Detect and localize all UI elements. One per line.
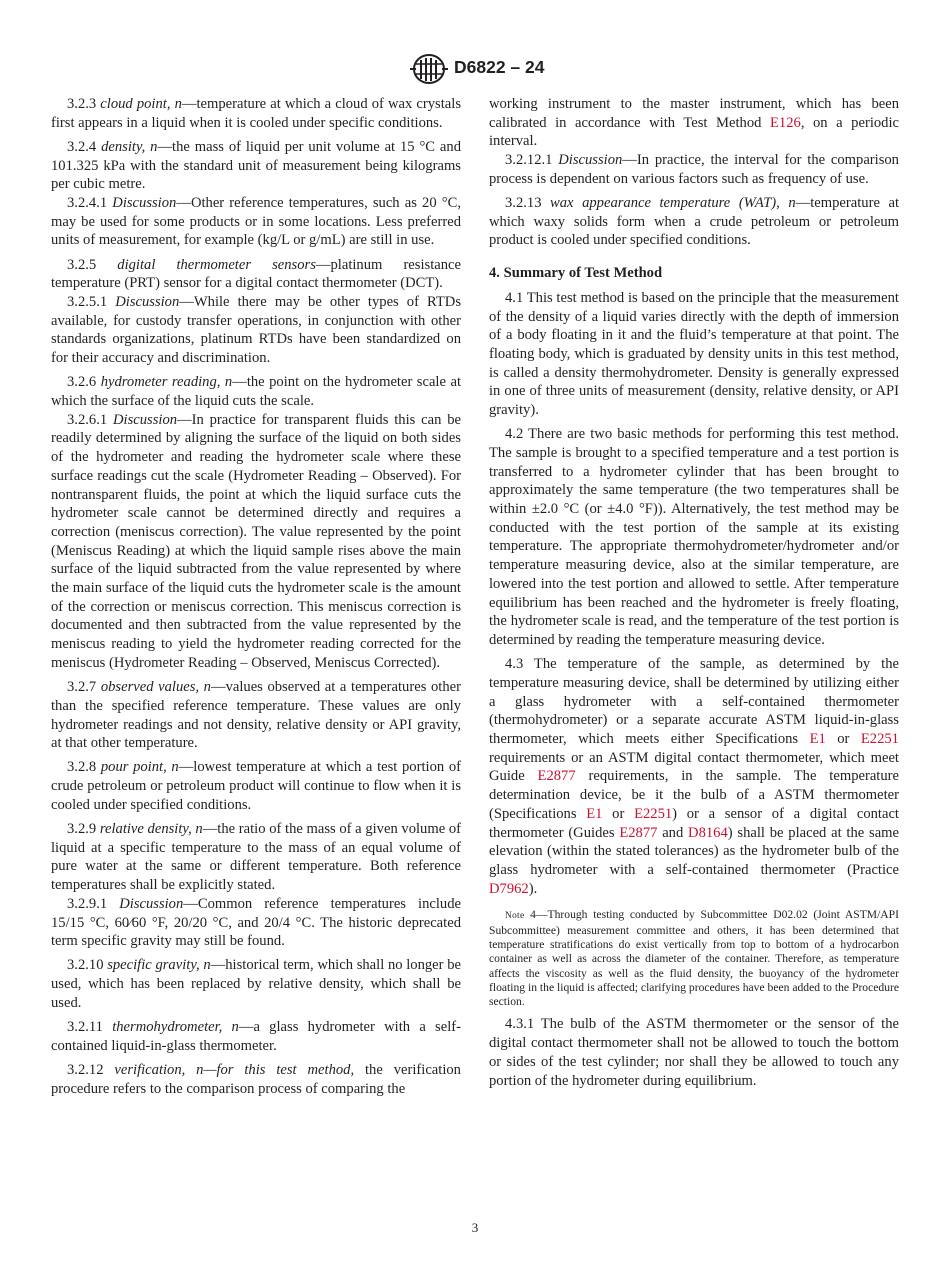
paragraph-3-2-9-1: 3.2.9.1 Discussion—Common reference temperatures include 15/15 °C, 60⁄60 °F, 20/20 °C, and 20/4 °C. The historic deprecated term specific gravity may still be found. [51,895,461,950]
page-header [0,54,950,86]
ref-e2877[interactable]: E2877 [537,768,576,785]
paragraph-3-2-12-continued: working instrument to the master instrument, which has been calibrated in accordance with Test Method E126, on a periodic interval. [489,96,900,150]
paragraph-4-3: 4.3 The temperature of the sample, as determined by the temperature measuring device, shall be determined by utilizing either a glass hydrometer with a self-contained thermometer (thermohydrometer) or a separate accurate ASTM liquid-in-glass thermometer, which meets either Specifications E1 or E2251 requirements or an ASTM digital contact thermometer, which meet Guide E2877 requirements, in the sample. The temperature determination device, be it the bulb of a ASTM thermometer (Specifications E1 or E2251) or a sensor of a digital contact thermometer (Guides E2877 and D8164) shall be placed at the same elevation (within the stated tolerances) as the hydrometer bulb of the glass hydrometer with a self-contained thermometer (Practice D7962). [489,656,900,897]
ref-e1[interactable]: E1 [809,731,826,747]
astm-logo [410,54,448,84]
paragraph-4-3-1: 4.3.1 The bulb of the ASTM thermometer or the sensor of the digital contact thermometer shall not be allowed to touch the bottom or sides of the test cylinder; nor shall they be allowed to touch any portion of the hydrometer during equilibrium. [489,1016,899,1089]
document-id: D6822 – 24 [454,57,545,77]
paragraph-3-2-13: 3.2.13 wax appearance temperature (WAT), n—temperature at which waxy solids form when a crude petroleum or petroleum product is cooled under specified conditions. [489,195,899,249]
paragraph-3-2-9: 3.2.9 relative density, n—the ratio of the mass of a given volume of liquid at a specific temperature to the mass of an equal volume of pure water at the same or different temperature. Both reference temperatures shall be explicitly stated. [51,821,461,894]
paragraph-3-2-7: 3.2.7 observed values, n—values observed at a temperatures other than the specified reference temperature. These values are only hydrometer readings and not density, relative density or API gravity, at that other temperature. [51,679,461,752]
ref-e2877[interactable]: E2877 [619,824,658,841]
paragraph-3-2-11: 3.2.11 thermohydrometer, n—a glass hydrometer with a self-contained liquid-in-glass thermometer. [51,1019,461,1054]
paragraph-3-2-10: 3.2.10 specific gravity, n—historical term, which shall no longer be used, which has been replaced by relative density, which shall be used. [51,957,461,1011]
paragraph-3-2-4: 3.2.4 density, n—the mass of liquid per unit volume at 15 °C and 101.325 kPa with the standard unit of measurement being kilograms per cubic metre. [51,138,461,193]
note-label: Note [505,911,525,922]
paragraph-3-2-5-1: 3.2.5.1 Discussion—While there may be other types of RTDs available, for custody transfer operations, in conjunction with other standards organizations, platinum RTDs have been standardized on for their accuracy and discrimination. [51,294,462,367]
note-4: Note 4—Through testing conducted by Subcommittee D02.02 (Joint ASTM/API Subcommittee) measurement committee and others, it has been determined that temperature stratifications do exist vertically from top to bottom of a hydrocarbon container as well as across the diameter of the container. Therefore, as temperature affects the viscosity as well as the fluid density, the buoyancy of the hydrometer floating in the liquid is affected; clarifying procedures have been added to the Procedure section. [489,908,899,1009]
paragraph-3-2-6: 3.2.6 hydrometer reading, n—the point on the hydrometer scale at which the surface of the liquid cuts the scale. [51,374,461,410]
paragraph-3-2-5: 3.2.5 digital thermometer sensors—platinum resistance temperature (PRT) sensor for a digital contact thermometer (DCT). [51,256,461,292]
ref-e2251[interactable]: E2251 [634,805,673,822]
paragraph-3-2-8: 3.2.8 pour point, n—lowest temperature at which a test portion of crude petroleum or petroleum product will continue to flow when it is cooled under specified conditions. [51,759,461,813]
paragraph-3-2-4-1: 3.2.4.1 Discussion—Other reference temperatures, such as 20 °C, may be used for some products or in some locations. Less preferred units of measurement, for example (kg/L or g/mL) are still in use. [51,195,461,249]
paragraph-3-2-6-1: 3.2.6.1 Discussion—In practice for transparent fluids this can be readily determined by aligning the surface of the liquid on both sides of the hydrometer and reading the hydrometer scale where these surface readings cut the scale (Hydrometer Reading – Observed). For nontransparent fluids, the point at which the liquid surface cuts the hydrometer scale cannot be determined directly and requires a correction (meniscus correction). The value represented by the point (Meniscus Reading) at which the liquid sample rises above the main surface of the liquid subtracted from the value represented by where the main surface of the liquid cuts the hydrometer scale is the amount of the correction or meniscus correction. This meniscus correction is documented and then subtracted from the value represented by the meniscus reading to yield the hydrometer reading corrected for the meniscus (Hydrometer Reading – Observed, Meniscus Corrected). [51,411,461,671]
left-column [51,95,461,1104]
section-4-heading: 4. Summary of Test Method [489,265,663,282]
paragraph-4-2: 4.2 There are two basic methods for performing this test method. The sample is brought to a specified temperature and a test portion is transferred to a hydrometer cylinder that has been brought to approximately the same temperature (the two temperatures shall be within ±2.0 °C (or ±4.0 °F)). Alternatively, the test method may be conducted with the test portion of the sample at its existing temperature. The appropriate thermohydrometer/hydrometer and/or temperature measuring device, also at the similar temperature, are lowered into the test portion and allowed to settle. After temperature equilibrium has been reached and the hydrometer is freely floating, the hydrometer scale is read, and the temperature of the test portion is determined by reading the temperature measuring device. [489,426,899,648]
paragraph-4-1: 4.1 This test method is based on the principle that the measurement of the density of a liquid varies directly with the depth of immersion of a body floating in it and the fluid’s temperature at that point. The floating body, which is graduated by density units in this test method, is called a density thermohydrometer. Density is generally expressed in one of three units of measurement (density, relative density, or API gravity). [489,289,899,419]
ref-d7962[interactable]: D7962 [489,880,529,897]
right-column [489,95,899,1096]
ref-e126[interactable]: E126 [770,114,801,131]
paragraph-3-2-12-1: 3.2.12.1 Discussion—In practice, the interval for the comparison process is dependent on various factors such as frequency of use. [489,152,899,187]
ref-e2251[interactable]: E2251 [860,731,899,747]
ref-d8164[interactable]: D8164 [688,824,728,841]
page-number: 3 [471,1220,479,1235]
ref-e1[interactable]: E1 [586,805,603,822]
paragraph-3-2-12: 3.2.12 verification, n—for this test method, the verification procedure refers to the comparison process of comparing the [51,1061,461,1097]
paragraph-3-2-3: 3.2.3 cloud point, n—temperature at which a cloud of wax crystals first appears in a liquid when it is cooled under specific conditions. [51,96,461,131]
